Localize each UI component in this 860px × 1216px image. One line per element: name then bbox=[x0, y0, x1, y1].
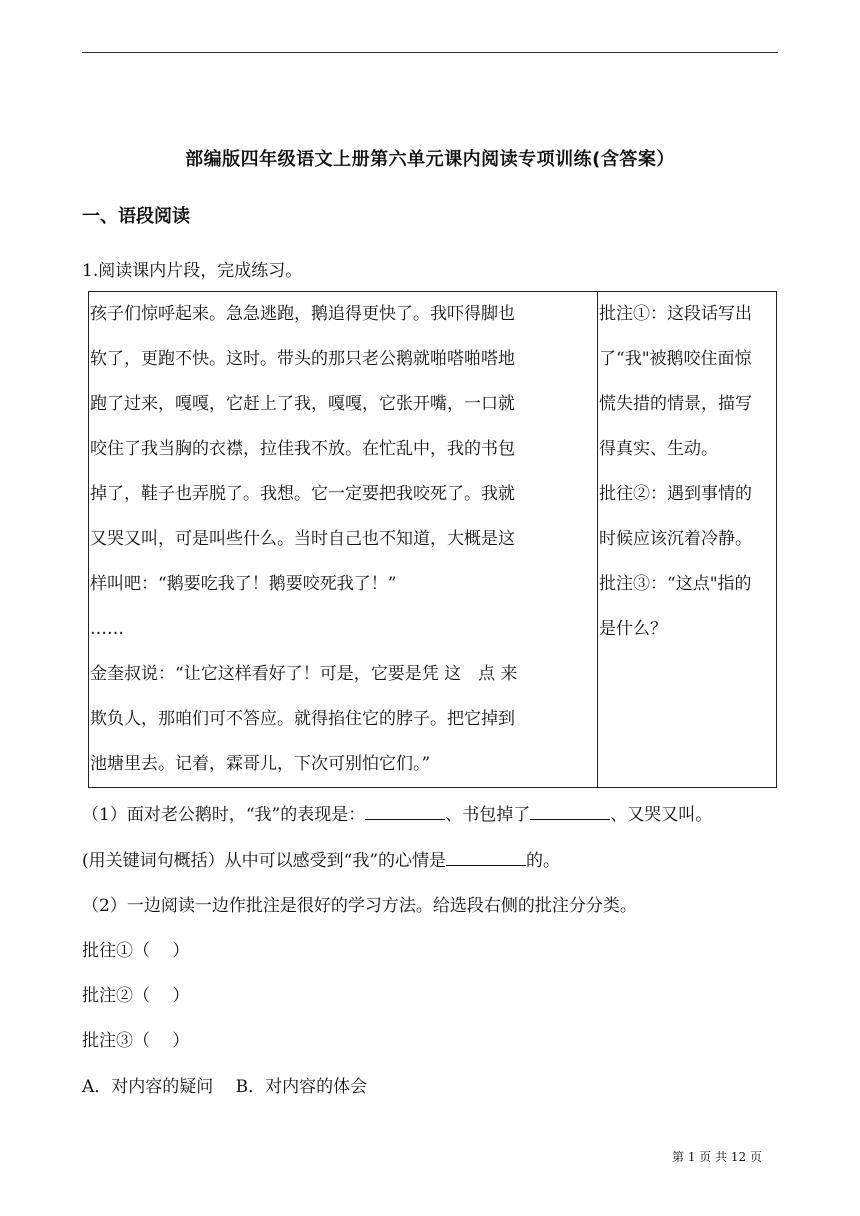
passage-line: 跑了过来，嘎嘎，它赶上了我，嘎嘎，它张开嘴，一口就 bbox=[90, 394, 515, 414]
annotation-line: 慌失措的情景，描写 bbox=[599, 394, 752, 414]
annotation-line: 是什么？ bbox=[599, 619, 667, 639]
sub-question-1-text-d: (用关键词句概括）从中可以感受到“我”的心情是 bbox=[82, 851, 447, 871]
answer-blank-1[interactable] bbox=[365, 803, 445, 820]
header-rule bbox=[82, 52, 778, 53]
question-1-prompt: 1.阅读课内片段，完成练习。 bbox=[82, 261, 303, 281]
answer-options: A．对内容的疑问 B．对内容的体会 bbox=[82, 1077, 368, 1097]
annotation-line: 时候应该沉着冷静。 bbox=[599, 529, 752, 549]
passage-line: 软了，更跑不快。这时。带头的那只老公鹅就啪嗒啪嗒地 bbox=[90, 349, 515, 369]
passage-text-cell bbox=[89, 292, 598, 788]
annotation-line: 批注①：这段话写出 bbox=[599, 304, 752, 324]
passage-line: 欺负人，那咱们可不答应。就得掐住它的脖子。把它掉到 bbox=[90, 709, 515, 729]
passage-line: 孩子们惊呼起来。急急逃跑，鹅追得更快了。我吓得脚也 bbox=[90, 304, 515, 324]
sub-question-1-text-c: 、又哭又叫。 bbox=[610, 805, 713, 825]
sub-question-1-line-2 bbox=[82, 846, 560, 871]
annotation-line: 了“我"被鹅咬住面惊 bbox=[599, 349, 752, 369]
annotation-cell bbox=[598, 292, 777, 788]
passage-line: 池塘里去。记着，霖哥儿，下次可别怕它们。” bbox=[90, 754, 431, 774]
answer-line-1[interactable]: 批往①（ ） bbox=[82, 941, 190, 961]
passage-table bbox=[88, 291, 777, 788]
page-title: 部编版四年级语文上册第六单元课内阅读专项训练(含答案） bbox=[185, 149, 675, 170]
section-heading: 一、语段阅读 bbox=[82, 206, 190, 227]
answer-line-2[interactable]: 批注②（ ） bbox=[82, 986, 190, 1006]
passage-line: …… bbox=[90, 619, 124, 639]
answer-blank-3[interactable] bbox=[446, 849, 526, 866]
sub-question-1-text-e: 的。 bbox=[526, 851, 561, 871]
sub-question-1-text-b: 、书包掉了 bbox=[445, 805, 531, 825]
passage-line: 掉了，鞋子也弄脱了。我想。它一定要把我咬死了。我就 bbox=[90, 484, 515, 504]
answer-blank-2[interactable] bbox=[530, 803, 610, 820]
sub-question-1-line-1 bbox=[82, 800, 712, 825]
answer-line-3[interactable]: 批注③（ ） bbox=[82, 1031, 190, 1051]
passage-line: 又哭又叫，可是叫些什么。当时自己也不知道，大概是这 bbox=[90, 529, 515, 549]
annotation-line: 得真实、生动。 bbox=[599, 439, 718, 459]
passage-line: 金奎叔说：“让它这样看好了！可是，它要是凭 这 点 来 bbox=[90, 664, 518, 684]
annotation-line: 批往②：遇到事情的 bbox=[599, 484, 752, 504]
annotation-line: 批注③：“这点"指的 bbox=[599, 574, 752, 594]
passage-line: 样叫吧：“鹅要吃我了！鹅要咬死我了！” bbox=[90, 574, 397, 594]
sub-question-1-text-a: （1）面对老公鹅时，“我”的表现是： bbox=[82, 805, 366, 825]
page-footer: 第 1 页 共 12 页 bbox=[672, 1150, 762, 1164]
sub-question-2: （2）一边阅读一边作批注是很好的学习方法。给选段右侧的批注分分类。 bbox=[82, 896, 637, 916]
passage-line: 咬住了我当胸的衣襟，拉佳我不放。在忙乱中，我的书包 bbox=[90, 439, 515, 459]
